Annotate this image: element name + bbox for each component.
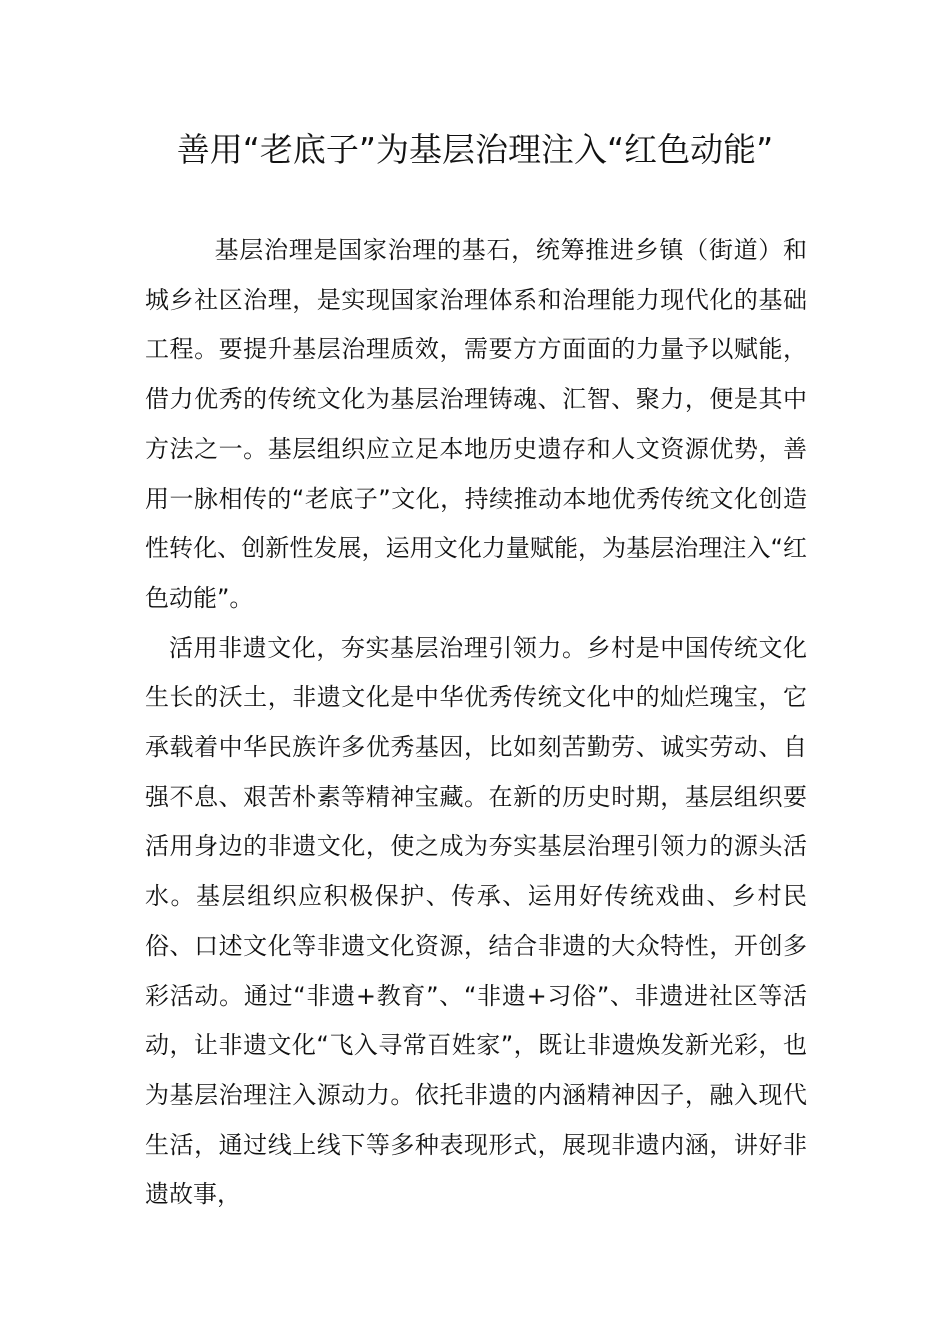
paragraph-intangible-heritage: 活用非遗文化，夯实基层治理引领力。乡村是中国传统文化生长的沃土，非遗文化是中华优秀传统文化中的灿烂瑰宝，它承载着中华民族许多优秀基因，比如刻苦勤劳、诚实劳动、自强不息、艰苦朴素等精神宝藏。在新的历史时期，基层组织要活用身边的非遗文化，使之成为夯实基层治理引领力的源头活水。基层组织应积极保护、传承、运用好传统戏曲、乡村民俗、口述文化等非遗文化资源，结合非遗的大众特性，开创多彩活动。通过“非遗+教育”、“非遗+习俗”、非遗进社区等活动，让非遗文化“飞入寻常百姓家”，既让非遗焕发新光彩，也为基层治理注入源动力。依托非遗的内涵精神因子，融入现代生活，通过线上线下等多种表现形式，展现非遗内涵，讲好非遗故事， — [145, 633, 807, 1209]
document-title: 善用“老底子”为基层治理注入“红色动能” — [176, 130, 774, 169]
document-body — [145, 226, 807, 1220]
paragraph-intro: 基层治理是国家治理的基石，统筹推进乡镇（街道）和城乡社区治理，是实现国家治理体系和治理能力现代化的基础工程。要提升基层治理质效，需要方方面面的力量予以赋能，借力优秀的传统文化为基层治理铸魂、汇智、聚力，便是其中方法之一。基层组织应立足本地历史遗存和人文资源优势，善用一脉相传的“老底子”文化，持续推动本地优秀传统文化创造性转化、创新性发展，运用文化力量赋能，为基层治理注入“红色动能”。 — [145, 236, 807, 612]
